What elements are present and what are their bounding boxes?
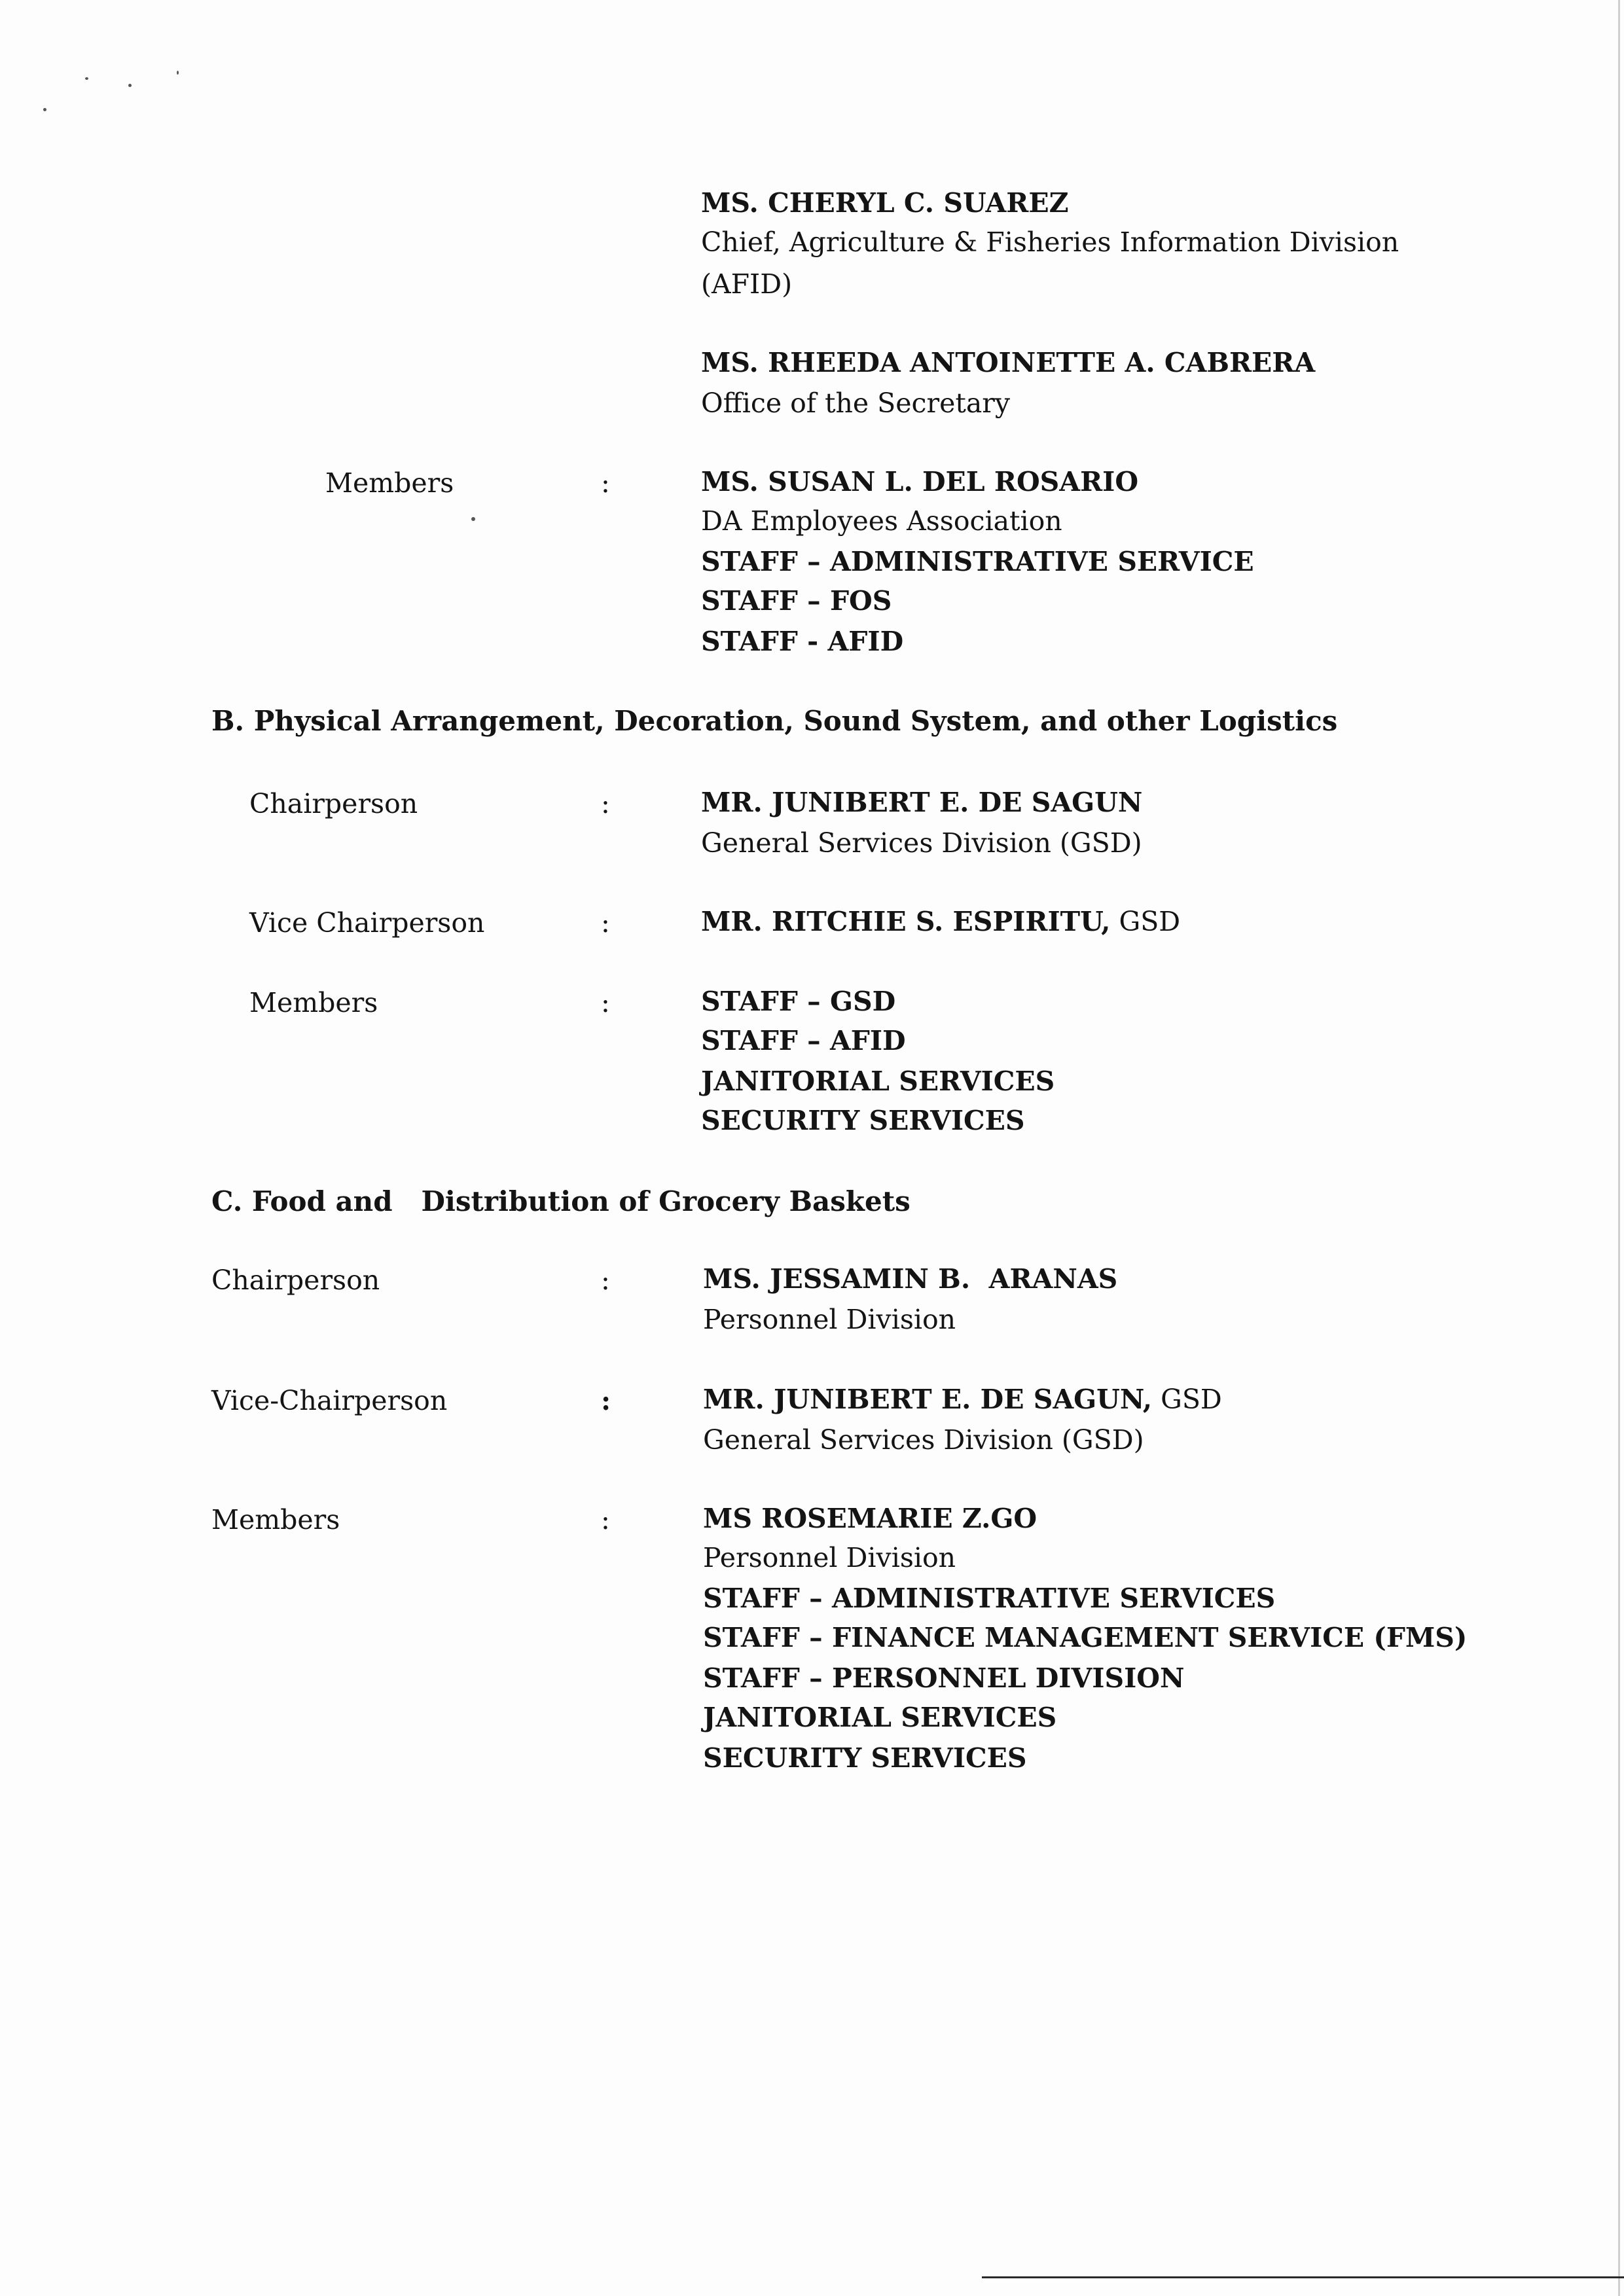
committee-member-affiliation: DA Employees Association [701, 505, 1062, 537]
staff-entry: STAFF – FINANCE MANAGEMENT SERVICE (FMS) [703, 1622, 1468, 1653]
staff-entry: STAFF - AFID [701, 626, 904, 657]
role-label-members: Members [249, 987, 378, 1018]
staff-entry: STAFF – AFID [701, 1025, 906, 1056]
committee-member-affiliation: General Services Division (GSD) [703, 1424, 1144, 1456]
committee-member-office: GSD [1152, 1384, 1222, 1415]
staff-entry: SECURITY SERVICES [703, 1742, 1027, 1774]
role-colon: : [601, 788, 610, 819]
section-heading: B. Physical Arrangement, Decoration, Sound System, and other Logistics [211, 705, 1338, 737]
scan-edge-right [1618, 0, 1620, 2296]
section-heading: C. Food and Distribution of Grocery Baskets [211, 1185, 911, 1217]
scan-speck [471, 517, 475, 521]
scan-speck [128, 84, 132, 87]
staff-entry: STAFF – FOS [701, 585, 892, 617]
committee-member-name: MS. SUSAN L. DEL ROSARIO [701, 466, 1139, 497]
role-colon: : [601, 1265, 610, 1296]
committee-member-position: Chief, Agriculture & Fisheries Information Division [701, 226, 1399, 258]
role-colon: : [601, 1385, 611, 1416]
committee-member-name: MS ROSEMARIE Z.GO [703, 1503, 1038, 1534]
staff-entry: JANITORIAL SERVICES [703, 1702, 1057, 1733]
staff-entry: SECURITY SERVICES [701, 1105, 1025, 1136]
staff-entry: JANITORIAL SERVICES [701, 1066, 1055, 1097]
role-label-chairperson: Chairperson [211, 1265, 380, 1296]
role-label-vice-chairperson: Vice-Chairperson [211, 1385, 448, 1416]
committee-member-position: Office of the Secretary [701, 387, 1011, 419]
committee-member-name: MS. CHERYL C. SUAREZ [701, 187, 1069, 219]
committee-member-affiliation: General Services Division (GSD) [701, 827, 1142, 859]
scan-speck [43, 108, 46, 111]
committee-member-affiliation: Personnel Division [703, 1304, 956, 1335]
role-label-vice-chairperson: Vice Chairperson [249, 907, 485, 939]
role-label-members: Members [211, 1504, 340, 1535]
committee-member-name: MR. JUNIBERT E. DE SAGUN, [703, 1384, 1153, 1415]
scan-edge-bottom [982, 2276, 1624, 2278]
staff-entry: STAFF – PERSONNEL DIVISION [703, 1662, 1185, 1694]
committee-member-affiliation: Personnel Division [703, 1542, 956, 1573]
role-colon: : [601, 467, 610, 499]
role-colon: : [601, 907, 610, 939]
committee-member-office: GSD [1110, 906, 1181, 937]
committee-member-entry [703, 1380, 1222, 1419]
staff-entry: STAFF – GSD [701, 986, 896, 1017]
committee-member-entry [701, 902, 1180, 941]
role-label-chairperson: Chairperson [249, 788, 418, 819]
scan-speck [177, 71, 179, 75]
staff-entry: STAFF – ADMINISTRATIVE SERVICE [701, 546, 1254, 577]
staff-entry: STAFF – ADMINISTRATIVE SERVICES [703, 1583, 1276, 1614]
committee-member-name: MR. JUNIBERT E. DE SAGUN [701, 787, 1143, 818]
role-label-members: Members [325, 467, 454, 499]
committee-member-position: (AFID) [701, 268, 793, 300]
committee-member-name: MS. JESSAMIN B. ARANAS [703, 1263, 1118, 1295]
scan-speck [85, 77, 88, 80]
committee-member-name: MS. RHEEDA ANTOINETTE A. CABRERA [701, 347, 1316, 378]
committee-member-name: MR. RITCHIE S. ESPIRITU, [701, 906, 1111, 937]
role-colon: : [601, 987, 610, 1018]
role-colon: : [601, 1504, 610, 1535]
